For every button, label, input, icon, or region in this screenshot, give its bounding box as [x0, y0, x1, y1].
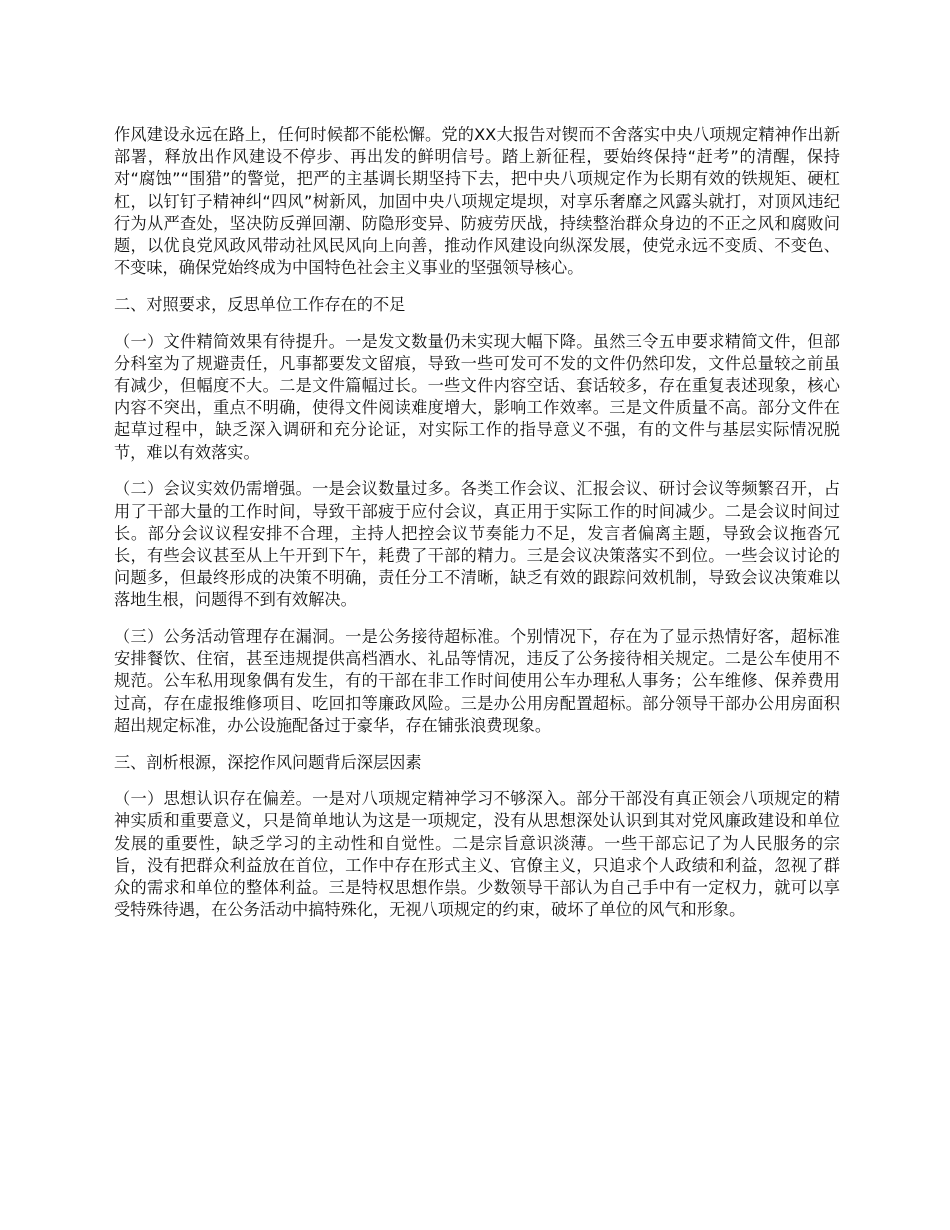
paragraph-3-1: （一）思想认识存在偏差。一是对八项规定精神学习不够深入。部分干部没有真正领会八项规定的精神实质和重要意义，只是简单地认为这是一项规定，没有从思想深处认识到其对党风廉政建设和单位发展的重要性，缺乏学习的主动性和自觉性。二是宗旨意识淡薄。一些干部忘记了为人民服务的宗旨，没有把群众利益放在首位，工作中存在形式主义、官僚主义，只追求个人政绩和利益，忽视了群众的需求和单位的整体利益。三是特权思想作祟。少数领导干部认为自己手中有一定权力，就可以享受特殊待遇，在公务活动中搞特殊化，无视八项规定的约束，破坏了单位的风气和形象。: [114, 789, 840, 920]
section-heading-3: 三、剖析根源，深挖作风问题背后深层因素: [114, 752, 422, 772]
paragraph-2-3: （三）公务活动管理存在漏洞。一是公务接待超标准。个别情况下，存在为了显示热情好客，超标准安排餐饮、住宿，甚至违规提供高档酒水、礼品等情况，违反了公务接待相关规定。二是公车使用不规范。公车私用现象偶有发生，有的干部在非工作时间使用公车办理私人事务；公车维修、保养费用过高，存在虚报维修项目、吃回扣等廉政风险。三是办公用房配置超标。部分领导干部办公用房面积超出规定标准，办公设施配备过于豪华，存在铺张浪费现象。: [114, 627, 840, 735]
document-body: [114, 124, 840, 936]
paragraph-2-2: （二）会议实效仍需增强。一是会议数量过多。各类工作会议、汇报会议、研讨会议等频繁召开，占用了干部大量的工作时间，导致干部疲于应付会议，真正用于实际工作的时间减少。二是会议时间过长。部分会议议程安排不合理，主持人把控会议节奏能力不足，发言者偏离主题，导致会议拖沓冗长，有些会议甚至从上午开到下午，耗费了干部的精力。三是会议决策落实不到位。一些会议讨论的问题多，但最终形成的决策不明确，责任分工不清晰，缺乏有效的跟踪问效机制，导致会议决策难以落地生根，问题得不到有效解决。: [114, 479, 840, 610]
intro-paragraph: 作风建设永远在路上，任何时候都不能松懈。党的XX大报告对锲而不舍落实中央八项规定精神作出新部署，释放出作风建设不停步、再出发的鲜明信号。踏上新征程，要始终保持“赶考”的清醒，保持对“腐蚀”“围猎”的警觉，把严的主基调长期坚持下去，把中央八项规定作为长期有效的铁规矩、硬杠杠，以钉钉子精神纠“四风”树新风，加固中央八项规定堤坝，对享乐奢靡之风露头就打，对顶风违纪行为从严查处，坚决防反弹回潮、防隐形变异、防疲劳厌战，持续整治群众身边的不正之风和腐败问题，以优良党风政风带动社风民风向上向善，推动作风建设向纵深发展，使党永远不变质、不变色、不变味，确保党始终成为中国特色社会主义事业的坚强领导核心。: [114, 125, 840, 278]
section-heading-2: 二、对照要求，反思单位工作存在的不足: [114, 294, 406, 314]
paragraph-2-1: （一）文件精简效果有待提升。一是发文数量仍未实现大幅下降。虽然三令五申要求精简文件，但部分科室为了规避责任，凡事都要发文留痕，导致一些可发可不发的文件仍然印发，文件总量较之前虽有减少，但幅度不大。二是文件篇幅过长。一些文件内容空话、套话较多，存在重复表述现象，核心内容不突出，重点不明确，使得文件阅读难度增大，影响工作效率。三是文件质量不高。部分文件在起草过程中，缺乏深入调研和充分论证，对实际工作的指导意义不强，有的文件与基层实际情况脱节，难以有效落实。: [114, 331, 840, 462]
